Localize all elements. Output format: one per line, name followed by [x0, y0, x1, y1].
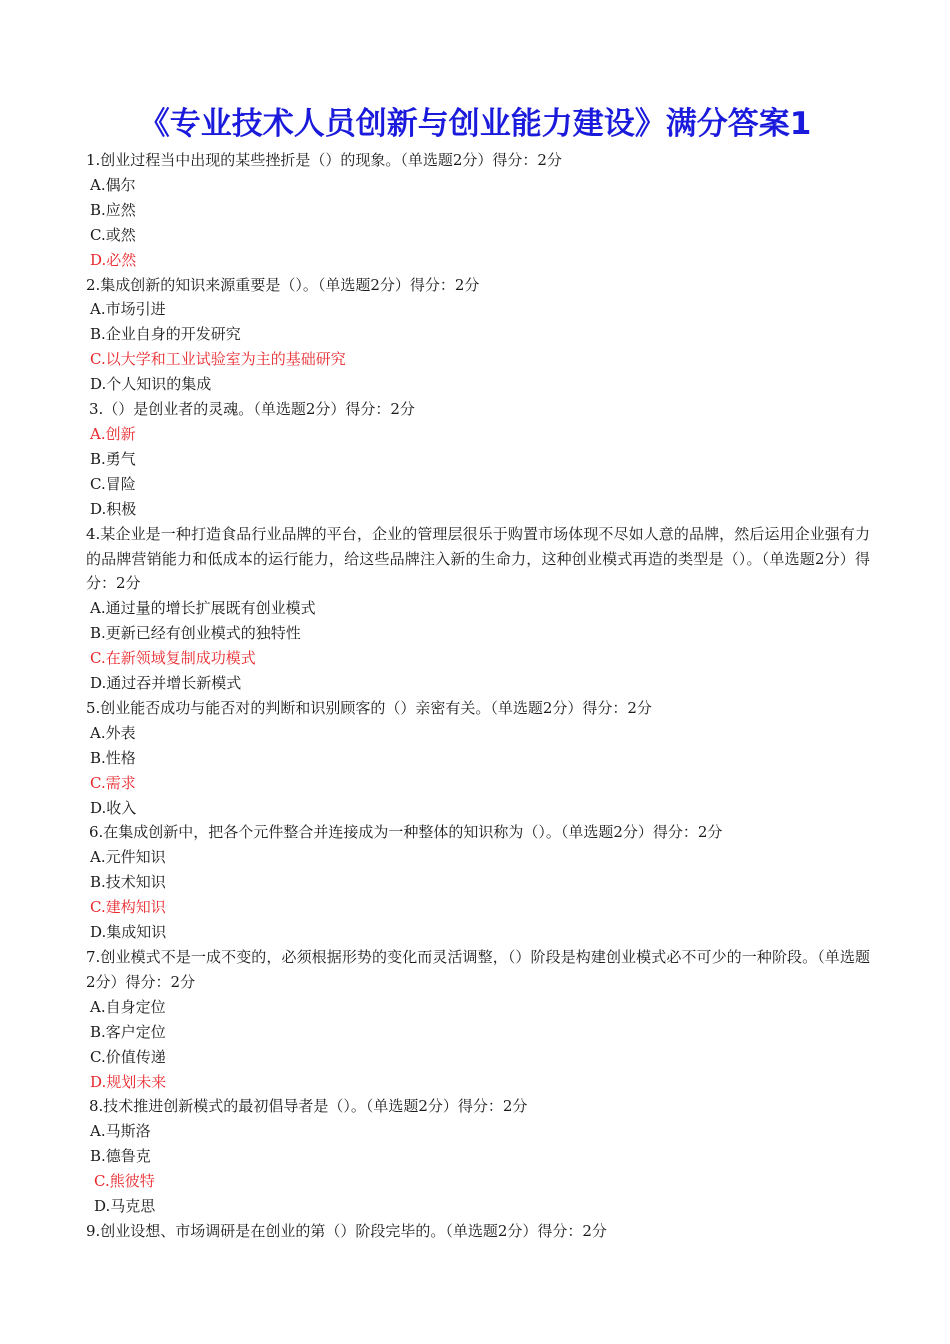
- option-c-correct: C.建构知识: [90, 898, 166, 917]
- option-a: A.市场引进: [90, 300, 166, 319]
- option-b: B.性格: [90, 748, 136, 767]
- question-8: [86, 1094, 870, 1219]
- option-c-correct: C.在新领域复制成功模式: [90, 649, 256, 668]
- option-b: B.勇气: [90, 449, 136, 468]
- question-text: 8.技术推进创新模式的最初倡导者是（）。（单选题2分）得分：2分: [89, 1097, 528, 1116]
- option-a: A.自身定位: [90, 997, 166, 1016]
- document-title: 《专业技术人员创新与创业能力建设》满分答案1: [138, 106, 812, 142]
- question-text: 6.在集成创新中，把各个元件整合并连接成为一种整体的知识称为（）。（单选题2分）得分：2分: [89, 823, 723, 842]
- option-c-correct: C.以大学和工业试验室为主的基础研究: [90, 350, 346, 369]
- question-2: [86, 273, 870, 398]
- question-3: [86, 397, 870, 522]
- option-c-correct: C.需求: [90, 773, 136, 792]
- option-b: B.客户定位: [90, 1022, 166, 1041]
- option-b: B.德鲁克: [90, 1147, 151, 1166]
- option-d: D.集成知识: [90, 923, 167, 942]
- question-1: [86, 148, 870, 273]
- option-c: C.价值传递: [90, 1047, 166, 1066]
- question-text: 3.（）是创业者的灵魂。（单选题2分）得分：2分: [89, 400, 415, 419]
- option-b: B.企业自身的开发研究: [90, 325, 241, 344]
- question-list: [86, 148, 870, 1244]
- option-a-correct: A.创新: [90, 424, 136, 443]
- question-text: 9.创业设想、市场调研是在创业的第（）阶段完毕的。（单选题2分）得分：2分: [86, 1221, 607, 1240]
- question-text: 1.创业过程当中出现的某些挫折是（）的现象。（单选题2分）得分：2分: [86, 151, 562, 169]
- option-d-correct: D.规划未来: [90, 1072, 167, 1091]
- option-d-correct: D.必然: [90, 250, 137, 269]
- option-c: C.冒险: [90, 474, 136, 493]
- option-c: C.或然: [90, 225, 136, 244]
- question-text: 4.某企业是一种打造食品行业品牌的平台，企业的管理层很乐于购置市场体现不尽如人意的品牌，然后运用企业强有力的品牌营销能力和低成本的运行能力，给这些品牌注入新的生命力，这种创业模式再造的类型是（）。（单选题2分）得分：2分: [86, 524, 870, 593]
- question-text: 7.创业模式不是一成不变的，必须根据形势的变化而灵活调整，（）阶段是构建创业模式必不可少的一种阶段。（单选题2分）得分：2分: [86, 948, 870, 991]
- question-5: [86, 696, 870, 821]
- question-6: [86, 820, 870, 945]
- option-d: D.通过吞并增长新模式: [90, 674, 242, 693]
- question-text: 5.创业能否成功与能否对的判断和识别顾客的（）亲密有关。（单选题2分）得分：2分: [86, 698, 652, 717]
- option-b: B.应然: [90, 200, 136, 219]
- option-b: B.技术知识: [90, 873, 166, 892]
- option-a: A.马斯洛: [90, 1122, 151, 1141]
- question-text: 2.集成创新的知识来源重要是（）。（单选题2分）得分：2分: [86, 275, 480, 294]
- option-d: D.个人知识的集成: [90, 375, 212, 394]
- option-a: A.外表: [90, 723, 136, 742]
- option-a: A.偶尔: [90, 175, 136, 194]
- option-d: D.收入: [90, 798, 137, 817]
- option-a: A.元件知识: [90, 848, 166, 867]
- option-b: B.更新已经有创业模式的独特性: [90, 624, 301, 643]
- option-a: A.通过量的增长扩展既有创业模式: [90, 599, 316, 618]
- question-4: [86, 522, 870, 696]
- option-d: D.积极: [90, 499, 137, 518]
- question-9: [86, 1219, 870, 1244]
- question-7: [86, 945, 870, 1094]
- option-d: D.马克思: [94, 1197, 156, 1216]
- option-c-correct: C.熊彼特: [94, 1172, 155, 1191]
